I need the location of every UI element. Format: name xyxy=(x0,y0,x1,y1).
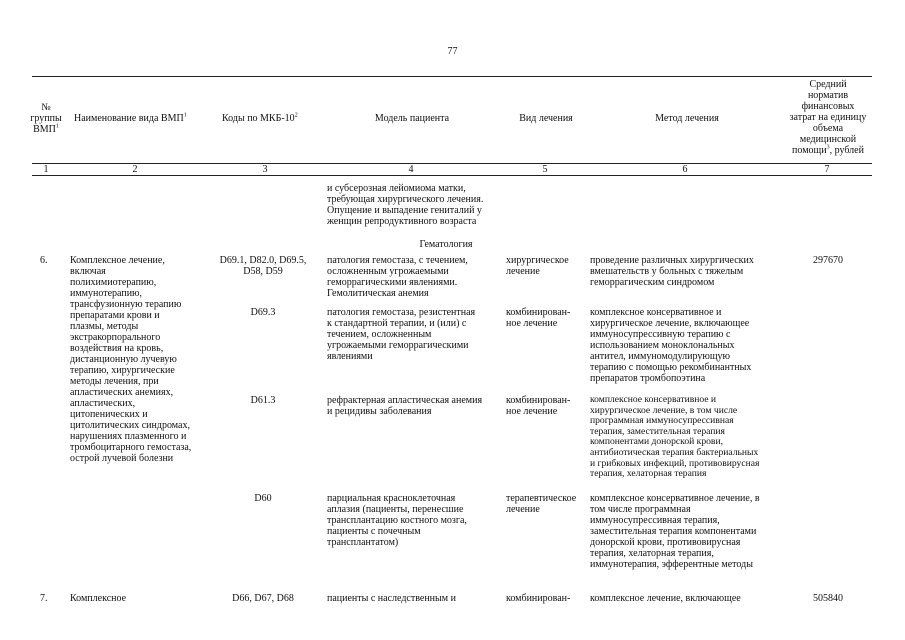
group-7-model: пациенты с наследственным и xyxy=(327,593,456,604)
row-3-model: рефрактерная апластическая анемия и рецидивы заболевания xyxy=(327,395,483,417)
continuation-text: и субсерозная лейомиома матки, требующая хирургического лечения. Опущение и выпадение гениталий у женщин репродуктивного возраста xyxy=(327,183,484,227)
row-3-codes: D61.3 xyxy=(250,395,276,406)
group-7-cost: 505840 xyxy=(813,593,843,604)
row-1-model: патология гемостаза, с течением, осложненным угрожаемыми геморрагическими явлениями. Гемолитическая анемия xyxy=(327,255,468,299)
col-number-7: 7 xyxy=(824,164,830,175)
page-number: 77 xyxy=(447,46,458,57)
row-4-model: парциальная красноклеточная аплазия (пациенты, перенесшие трансплантацию костного мозга, пациенты с почечным трансплантатом) xyxy=(327,493,467,548)
row-3-type: комбинирован- ное лечение xyxy=(506,395,571,417)
header-patient-model: Модель пациента xyxy=(374,113,450,124)
row-4-type: терапевтическое лечение xyxy=(506,493,577,515)
col-number-5: 5 xyxy=(542,164,548,175)
header-vmp-name: Наименование вида ВМП$^1$ xyxy=(74,112,187,124)
col-number-6: 6 xyxy=(682,164,688,175)
header-treatment-method: Метод лечения xyxy=(655,113,719,124)
row-2-method: комплексное консервативное и хирургическое лечение, включающее иммуносупрессивную терапию с использованием моноклональных антител, иммуномодулирующую терапию с помощью рекомбинантных препаратов тромбопоэтина xyxy=(590,307,752,384)
row-1-type: хирургическое лечение xyxy=(506,255,569,277)
col-number-2: 2 xyxy=(132,164,138,175)
header-group-number: № группы ВМП$^1$ xyxy=(30,102,62,135)
group-7-type: комбинирован- xyxy=(506,593,571,604)
row-2-type: комбинирован- ное лечение xyxy=(506,307,571,329)
col-numbers-rule xyxy=(32,175,872,176)
row-2-codes: D69.3 xyxy=(250,307,276,318)
row-1-codes: D69.1, D82.0, D69.5, D58, D59 xyxy=(219,255,307,277)
row-4-method: комплексное консервативное лечение, в том числе программная иммуносупрессивная терапия, заместительная терапия компонентами донорской крови, противовирусная терапия, хелаторная терапия, иммунотерапия, эфферентные методы xyxy=(590,493,760,570)
table-top-rule xyxy=(32,76,872,77)
header-cost-norm: Средний норматив финансовых затрат на единицу объема медицинской помощи$^3$, рублей xyxy=(789,79,867,156)
header-treatment-type: Вид лечения xyxy=(519,113,573,124)
group-7-method: комплексное лечение, включающее xyxy=(590,593,741,604)
group-6-cost: 297670 xyxy=(813,255,843,266)
col-number-3: 3 xyxy=(262,164,268,175)
col-number-1: 1 xyxy=(43,164,49,175)
col-number-4: 4 xyxy=(408,164,414,175)
group-7-codes: D66, D67, D68 xyxy=(232,593,294,604)
group-6-name: Комплексное лечение, включая полихимиотерапию, иммунотерапию, трансфузионную терапию препаратами крови и плазмы, методы экстракорпорального воздействия на кровь, дистанционную лучевую терапию, хирургические методы лечения, при апластических анемиях, апластических, цитопенических и цитолитических синдромах, нарушениях плазменного и тромбоцитарного гемостаза, острой лучевой болезни xyxy=(70,255,192,464)
row-3-method: комплексное консервативное и хирургическое лечение, в том числе программная иммуносупрессивная терапия, заместительная терапия компонентами донорской крови, антибиотическая терапия бактериальных и грибковых инфекций, противовирусная терапия, хелаторная терапия xyxy=(590,394,760,480)
header-icd-codes: Коды по МКБ-$10^2$ xyxy=(222,112,298,124)
group-7-name: Комплексное xyxy=(70,593,127,604)
section-title: Гематология xyxy=(419,239,473,250)
group-7-number: 7. xyxy=(40,593,48,604)
row-1-method: проведение различных хирургических вмешательств у больных с тяжелым геморрагическим синдромом xyxy=(590,255,754,288)
row-4-codes: D60 xyxy=(254,493,272,504)
row-2-model: патология гемостаза, резистентная к стандартной терапии, и (или) с течением, осложненным угрожаемыми геморрагическими явлениями xyxy=(327,307,476,362)
group-6-number: 6. xyxy=(40,255,48,266)
